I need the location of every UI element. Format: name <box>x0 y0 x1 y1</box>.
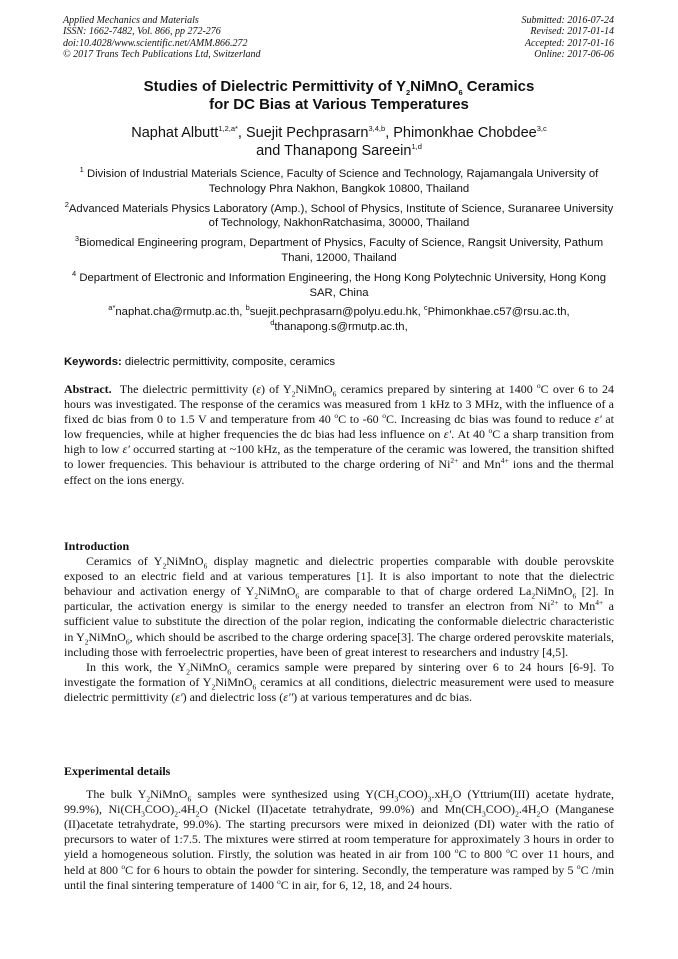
submission-dates <box>522 15 615 60</box>
date-revised: Revised: 2017-01-14 <box>530 26 614 38</box>
email-link[interactable]: Phimonkhae.c57@rsu.ac.th, <box>427 306 570 319</box>
email-link[interactable]: suejit.pechprasarn@polyu.edu.hk, <box>249 306 424 319</box>
affiliation-2: $^2$Advanced Materials Physics Laboratory (Amp.), School of Physics, Institute of Science, Suranaree University of Technology, NakhonRatchasima, 30000, Thailand <box>64 199 614 230</box>
paragraph: Ceramics of $Y_2NiMnO_6$ display magnetic and dielectric properties comparable with double perovskite exposed to an electric field and at various temperatures [1]. It is also important to note that the dielectric behaviour and activation energy of $Y_2NiMnO_6$ are comparable to that of charge ordered $La_2NiMnO_6$ [2]. In particular, the activation energy is similar to the energy needed to transfer an electron from $Ni^{2+}$ to $Mn^{4+}$ a sufficient value to substitute the direction of the polar region, indicating the conformable dielectric characteristic in $Y_2NiMnO_6$, which should be ascribed to the charge ordering space[3]. The charge ordered perovskite materials, including those with ferroelectric properties, have been of great interest to researchers and industry [4,5]. <box>64 554 614 659</box>
keywords: Keywords: dielectric permittivity, composite, ceramics <box>64 356 335 368</box>
email-link[interactable]: naphat.cha@rmutp.ac.th, <box>115 306 246 319</box>
journal-info <box>63 15 261 60</box>
email-link[interactable]: thanapong.s@rmutp.ac.th, <box>274 321 408 334</box>
journal-copyright: © 2017 Trans Tech Publications Ltd, Switzerland <box>63 48 261 60</box>
paper-title: Studies of Dielectric Permittivity of $Y_2NiMnO_6$ Ceramics for DC Bias at Various Temperatures <box>143 78 535 113</box>
section-heading: Experimental details <box>64 764 171 778</box>
affiliation-4: $^4$ Department of Electronic and Information Engineering, the Hong Kong Polytechnic University, Hong Kong SAR, China <box>72 269 606 299</box>
abstract <box>64 382 614 488</box>
author-list: Naphat Albutt$^{1,2,a*}$, Suejit Pechprasarn$^{3,4,b}$, Phimonkhae Chobdee$^{3,c}$ and Thanapong Sareein$^{1,d}$ <box>131 124 547 159</box>
paragraph: In this work, the $Y_2NiMnO_6$ ceramics sample were prepared by sintering over 6 to 24 hours [6-9]. To investigate the formation of $Y_2NiMnO_6$ ceramics at all conditions, dielectric measurement were used to measure dielectric permittivity (ε') and dielectric loss (ε'') at various temperatures and dc bias. <box>64 659 614 704</box>
date-submitted: Submitted: 2016-07-24 <box>521 15 614 26</box>
date-accepted: Accepted: 2017-01-16 <box>524 37 614 49</box>
affiliation-3: $^3$Biomedical Engineering program, Department of Physics, Faculty of Science, Rangsit University, Pathum Thani, 12000, Thailand <box>74 234 604 264</box>
experimental-section <box>64 764 614 893</box>
journal-name: Applied Mechanics and Materials <box>63 15 199 26</box>
abstract-text: Abstract. The dielectric permittivity (ε) of $Y_2NiMnO_6$ ceramics prepared by sintering at 1400 $^o$C over 6 to 24 hours was investigated. The response of the ceramics was measured from 1 kHz to 3 MHz, with the influence of a fixed dc bias from 0 to 1.5 V and temperature from 40 $^o$C to -60 $^o$C. Increasing dc bias was found to reduce ε' at low frequencies, while at higher frequencies the dc bias had less influence on ε'. At 40 $^o$C a sharp transition from high to low ε' occurred starting at ~100 kHz, as the temperature of the ceramic was lowered, the transition shifted to lower frequencies. This behaviour is attributed to the charge ordering of $Ni^{2+}$ and $Mn^{4+}$ ions and the thermal effect on the ions energy. <box>64 381 615 487</box>
paragraph: The bulk $Y_2NiMnO_6$ samples were synthesized using $Y(CH_3COO)_3.xH_2O$ (Yttrium(III) acetate hydrate, 99.9%), $Ni(CH_3COO)_2.4H_2O$ (Nickel (II)acetate tetrahydrate, 99.0%) and $Mn(CH_3COO)_2.4H_2O$ (Manganese (II)acetate tetrahydrate, 99.0%). The starting precursors were mixed in deionized (DI) water with the ratio of precursors to water of 1:7.5. The mixtures were stirred at room temperature for approximately 3 hours in order to yield a homogeneous solution. Firstly, the solution was heated in air from 100 $^o$C to 800 $^o$C over 11 hours, and held at 800 $^o$C for 6 hours to obtain the powder for sintering. Secondly, the temperature was ramped by 5 $^o$C /min until the final sintering temperature of 1400 $^o$C in air, for 6, 12, 18, and 24 hours. <box>64 787 615 892</box>
journal-doi: doi:10.4028/www.scientific.net/AMM.866.272 <box>63 37 248 49</box>
journal-issn: ISSN: 1662-7482, Vol. 866, pp 272-276 <box>63 26 221 38</box>
section-heading: Introduction <box>64 539 130 553</box>
date-online: Online: 2017-06-06 <box>534 48 614 60</box>
affiliation-1: $^1$ Division of Industrial Materials Science, Faculty of Science and Technology, Rajamangala University of Technology Phra Nakhon, Bangkok 10800, Thailand <box>79 165 599 195</box>
author-emails: $^{a*}$naphat.cha@rmutp.ac.th, $^b$suejit.pechprasarn@polyu.edu.hk, $^c$Phimonkhae.c57@rsu.ac.th, $^d$thanapong.s@rmutp.ac.th, <box>108 303 570 334</box>
introduction-section <box>64 539 614 705</box>
affiliations <box>60 167 618 335</box>
